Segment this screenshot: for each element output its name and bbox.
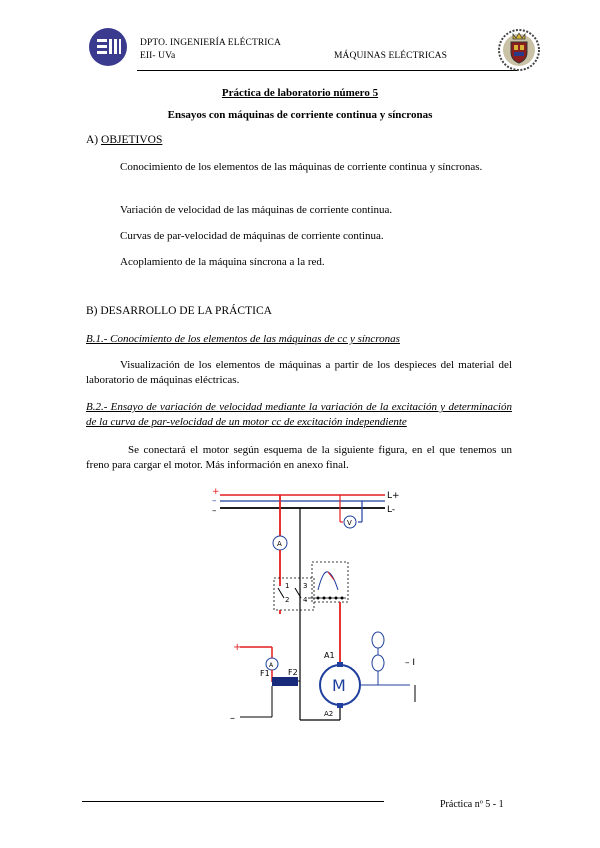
page-title: Práctica de laboratorio número 5: [221, 87, 379, 99]
label-a1: A1: [324, 651, 335, 660]
label-minus-top: –: [212, 496, 217, 506]
section-a-heading: [86, 134, 162, 146]
header-rule: [137, 70, 517, 71]
circuit-diagram: [200, 480, 440, 730]
section-b1-title: B.1.- Conocimiento de los elementos de las máquinas de cc y síncronas: [86, 333, 400, 345]
objective-item: Curvas de par-velocidad de máquinas de corriente continua.: [120, 230, 384, 242]
header-subject: MÁQUINAS ELÉCTRICAS: [334, 51, 448, 61]
page-number: Práctica nº 5 - 1: [440, 799, 504, 810]
label-f2: F2: [288, 668, 298, 677]
field-winding: [272, 677, 298, 686]
switch-label-3: 3: [303, 582, 308, 590]
switch-label-1: 1: [285, 582, 290, 590]
label-f1: F1: [260, 669, 270, 678]
label-l-minus: L-: [387, 505, 396, 515]
ammeter-icon: [273, 536, 287, 550]
label-load: – I: [405, 658, 416, 668]
label-l-plus: L+: [387, 491, 400, 501]
label-plus-top: +: [212, 487, 220, 497]
starter-rheostat-icon: [318, 572, 338, 590]
section-a-title: OBJETIVOS: [101, 134, 163, 146]
objective-item: Variación de velocidad de las máquinas de corriente continua.: [120, 204, 393, 216]
svg-text:V: V: [347, 519, 352, 527]
university-logo-icon: [88, 27, 128, 67]
svg-text:A: A: [277, 540, 282, 548]
header-dept: DPTO. INGENIERÍA ELÉCTRICA: [140, 38, 281, 48]
svg-text:A: A: [269, 662, 274, 669]
section-b-heading: B) DESARROLLO DE LA PRÁCTICA: [86, 305, 272, 317]
switch-label-4: 4: [303, 596, 308, 604]
footer-rule: [82, 801, 384, 802]
svg-text:M: M: [332, 676, 346, 695]
objective-item: Acoplamiento de la máquina síncrona a la red.: [120, 256, 325, 268]
motor-icon: [320, 662, 360, 708]
section-b2-title: B.2.- Ensayo de variación de velocidad mediante la variación de la excitación y determinación de la curva de par-velocidad de un motor cc de excitación independiente: [86, 401, 512, 428]
label-a2: A2: [324, 710, 334, 718]
objective-item: Conocimiento de los elementos de las máquinas de corriente continua y síncronas.: [120, 161, 483, 173]
voltmeter-icon: [344, 516, 356, 528]
label-field-minus: –: [230, 713, 235, 724]
section-b1-text: Visualización de los elementos de máquinas a partir de los despieces del material del laboratorio de máquinas eléctricas.: [86, 359, 512, 386]
label-field-plus: +: [233, 642, 242, 653]
coat-of-arms-icon: [496, 26, 542, 72]
starter-box: [312, 562, 348, 602]
section-b2-text: Se conectará el motor según esquema de la siguiente figura, en el que tenemos un freno para cargar el motor. Más información en anexo final.: [86, 444, 512, 471]
page-subtitle: Ensayos con máquinas de corriente continua y síncronas: [167, 109, 433, 121]
brake-icon: [372, 632, 384, 671]
header-school: EII- UVa: [140, 51, 176, 61]
label-minus-top-2: –: [212, 506, 217, 516]
section-a-letter: A): [86, 134, 102, 146]
switch-label-2: 2: [285, 596, 290, 604]
